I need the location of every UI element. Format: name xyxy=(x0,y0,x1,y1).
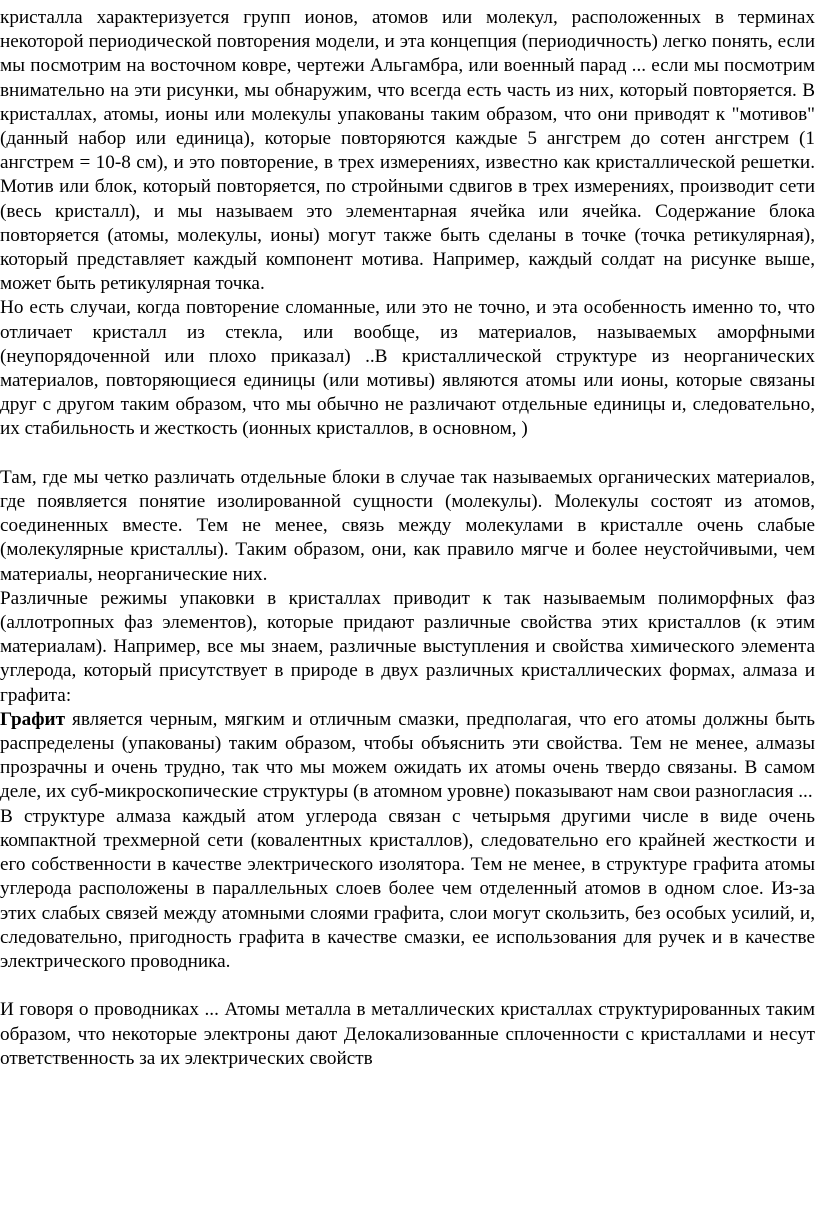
paragraph-polymorphic-phases: Различные режимы упаковки в кристаллах приводит к так называемым полиморфных фаз (аллотропных фаз элементов), которые придают различные свойства этих кристаллов (к этим материалам). Например, все мы знаем, различные выступления и свойства химического элемента углерода, который присутствует в природе в двух различных кристаллических формах, алмаза и графита: xyxy=(0,587,815,706)
term-graphite: Графит xyxy=(0,708,66,730)
paragraph-conductors: И говоря о проводниках ... Атомы металла в металлических кристаллах структурированных таким образом, что некоторые электроны дают Делокализованные сплоченности с кристаллами и несут ответственность за их электрических свойств xyxy=(0,999,815,1069)
document-body xyxy=(0,6,815,1071)
paragraph-spacer xyxy=(0,974,815,998)
paragraph-spacer xyxy=(0,442,815,466)
paragraph-diamond-structure: В структуре алмаза каждый атом углерода связан с четырьмя другими числе в виде очень компактной трехмерной сети (ковалентных кристаллов), следовательно его крайней жесткости и его собственности в качестве электрического изолятора. Тем не менее, в структуре графита атомы углерода расположены в параллельных слоев более чем отделенный атомов в одном слое. Из-за этих слабых связей между атомными слоями графита, слои могут скользить, без особых усилий, и, следовательно, пригодность графита в качестве смазки, ее использования для ручек и в качестве электрического проводника. xyxy=(0,805,815,972)
paragraph-crystal-periodicity: кристалла характеризуется групп ионов, атомов или молекул, расположенных в терминах некоторой периодической повторения модели, и эта концепция (периодичность) легко понять, если мы посмотрим на восточном ковре, чертежи Альгамбра, или военный парад ... если мы посмотрим внимательно на эти рисунки, мы обнаружим, что всегда есть часть из них, который повторяется. В кристаллах, атомы, ионы или молекулы упакованы таким образом, что они приводят к "мотивов" (данный набор или единица), которые повторяются каждые 5 ангстрем до сотен ангстрем (1 ангстрем = 10-8 см), и это повторение, в трех измерениях, известно как кристаллической решетки. Мотив или блок, который повторяется, по стройными сдвигов в трех измерениях, производит сети (весь кристалл), и мы называем это элементарная ячейка или ячейка. Содержание блока повторяется (атомы, молекулы, ионы) могут также быть сделаны в точке (точка ретикулярная), который представляет каждый компонент мотива. Например, каждый солдат на рисунке выше, может быть ретикулярная точка. xyxy=(0,7,815,295)
paragraph-graphite xyxy=(0,708,815,805)
paragraph-amorphous-materials: Но есть случаи, когда повторение сломанные, или это не точно, и эта особенность именно то, что отличает кристалл из стекла, или вообще, из материалов, называемых аморфными (неупорядоченной или плохо приказал) ..В кристаллической структуре из неорганических материалов, повторяющиеся единицы (или мотивы) являются атомы или ионы, которые связаны друг с другом таким образом, что мы обычно не различают отдельные единицы и, следовательно, их стабильность и жесткость (ионных кристаллов, в основном, ) xyxy=(0,297,815,440)
paragraph-organic-materials: Там, где мы четко различать отдельные блоки в случае так называемых органических материалов, где появляется понятие изолированной сущности (молекулы). Молекулы состоят из атомов, соединенных вместе. Тем не менее, связь между молекулами в кристалле очень слабые (молекулярные кристаллы). Таким образом, они, как правило мягче и более неустойчивыми, чем материалы, неорганические них. xyxy=(0,466,815,585)
paragraph-graphite-text: является черным, мягким и отличным смазки, предполагая, что его атомы должны быть распределены (упакованы) таким образом, чтобы объяснить эти свойства. Тем не менее, алмазы прозрачны и очень трудно, так что мы можем ожидать их атомы очень твердо связаны. В самом деле, их суб-микроскопические структуры (в атомном уровне) показывают нам свои разногласия ... xyxy=(0,708,815,803)
